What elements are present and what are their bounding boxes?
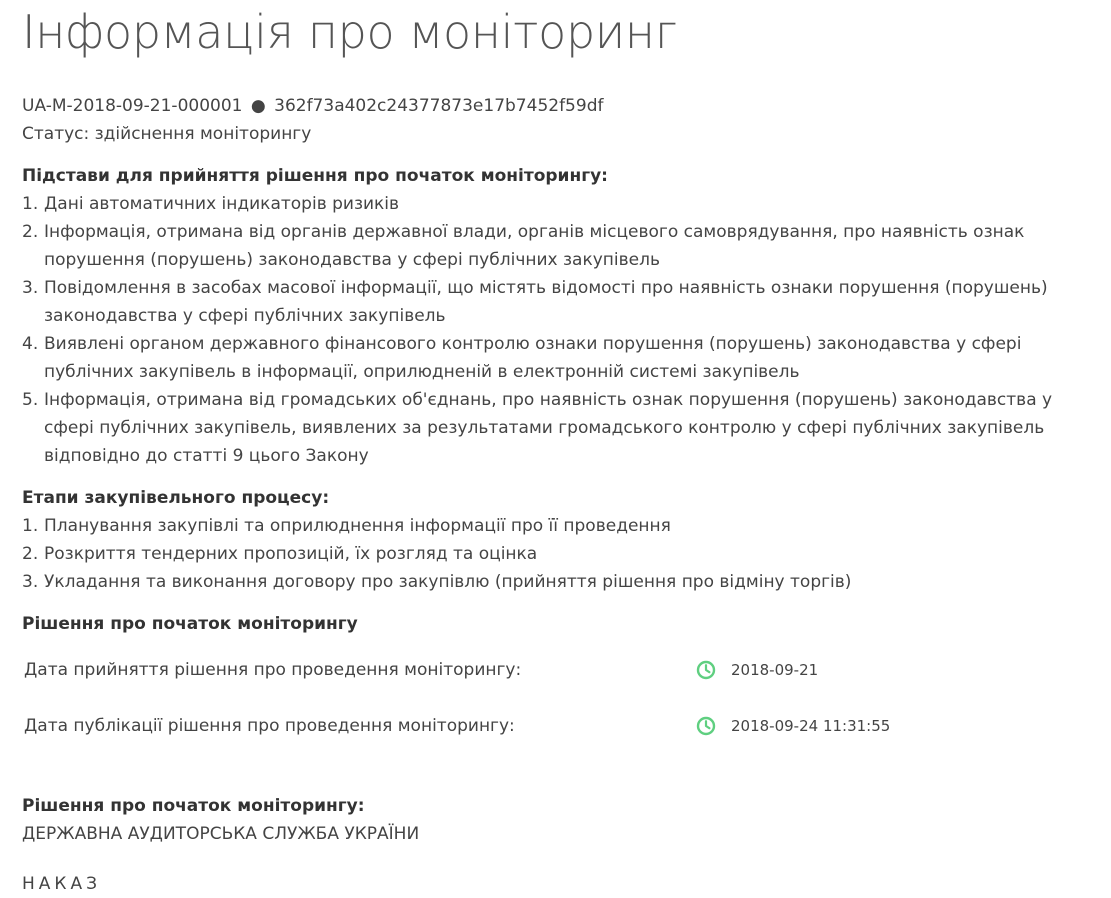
- list-item: [22, 540, 1097, 568]
- list-item-number: 1.: [22, 516, 39, 536]
- list-item-text: Дані автоматичних індикаторів ризиків: [44, 194, 400, 214]
- list-item-text: Розкриття тендерних пропозицій, їх розгляд та оцінка: [44, 544, 538, 564]
- status-line: [22, 120, 1097, 148]
- list-item-number: 3.: [22, 572, 39, 592]
- monitoring-hash: 362f73a402c24377873e17b7452f59df: [274, 96, 604, 116]
- separator-dot: ●: [250, 96, 266, 116]
- stages-section: [22, 484, 1097, 596]
- list-item: [22, 218, 1097, 274]
- list-item-number: 3.: [22, 278, 39, 298]
- order-heading: НАКАЗ: [22, 874, 102, 894]
- decision-section: [22, 610, 1097, 758]
- list-item-number: 2.: [22, 544, 39, 564]
- grounds-list: [22, 190, 1097, 470]
- decision-title: Рішення про початок моніторингу: [22, 614, 358, 634]
- clock-icon: [696, 660, 716, 680]
- list-item-text: Планування закупівлі та оприлюднення інформації про її проведення: [44, 516, 671, 536]
- page-title: Інформація про моніторинг: [22, 5, 677, 59]
- list-item-text: Інформація, отримана від громадських об'єднань, про наявність ознак порушення (порушень) законодавства у сфері публічних закупівель, виявлених за результатами громадського контролю у сфері публічних закупівель відповідно до статті 9 цього Закону: [44, 390, 1053, 466]
- publication-date-row: [22, 702, 1097, 758]
- list-item-number: 5.: [22, 390, 39, 410]
- status-value: здійснення моніторингу: [94, 124, 312, 144]
- status-label: Статус:: [22, 124, 90, 144]
- publication-date-value: 2018-09-24 11:31:55: [731, 717, 891, 735]
- list-item-text: Виявлені органом державного фінансового контролю ознаки порушення (порушень) законодавства у сфері публічних закупівель в інформації, оприлюдненій в електронній системі закупівель: [44, 334, 1022, 382]
- stages-title: Етапи закупівельного процесу:: [22, 488, 330, 508]
- monitoring-id-line: [22, 92, 1097, 120]
- decision-text-title: Рішення про початок моніторингу:: [22, 796, 365, 816]
- decision-date-label: Дата прийняття рішення про проведення моніторингу:: [24, 660, 522, 680]
- clock-icon: [696, 716, 716, 736]
- decision-dates: [22, 646, 1097, 758]
- monitoring-meta: [22, 92, 1097, 148]
- list-item: [22, 512, 1097, 540]
- stages-list: [22, 512, 1097, 596]
- publication-date-label: Дата публікації рішення про проведення моніторингу:: [24, 716, 515, 736]
- decision-date-value-wrap: [696, 656, 818, 684]
- list-item-text: Повідомлення в засобах масової інформації, що містять відомості про наявність ознаки порушення (порушень) законодавства у сфері публічних закупівель: [44, 278, 1048, 326]
- grounds-title: Підстави для прийняття рішення про початок моніторингу:: [22, 166, 608, 186]
- decision-text-section: [22, 792, 1097, 898]
- list-item-text: Укладання та виконання договору про закупівлю (прийняття рішення про відміну торгів): [44, 572, 852, 592]
- decision-date-value: 2018-09-21: [731, 661, 819, 679]
- decision-date-row: [22, 646, 1097, 702]
- publication-date-value-wrap: [696, 712, 890, 740]
- list-item-number: 2.: [22, 222, 39, 242]
- list-item: [22, 386, 1097, 470]
- organization-name: ДЕРЖАВНА АУДИТОРСЬКА СЛУЖБА УКРАЇНИ: [22, 824, 420, 844]
- list-item-text: Інформація, отримана від органів державної влади, органів місцевого самоврядування, про наявність ознак порушення (порушень) законодавства у сфері публічних закупівель: [44, 222, 1025, 270]
- list-item: [22, 274, 1097, 330]
- list-item: [22, 330, 1097, 386]
- grounds-section: [22, 162, 1097, 470]
- monitoring-id: UA-M-2018-09-21-000001: [22, 96, 243, 116]
- list-item-number: 4.: [22, 334, 39, 354]
- list-item: [22, 190, 1097, 218]
- list-item: [22, 568, 1097, 596]
- list-item-number: 1.: [22, 194, 39, 214]
